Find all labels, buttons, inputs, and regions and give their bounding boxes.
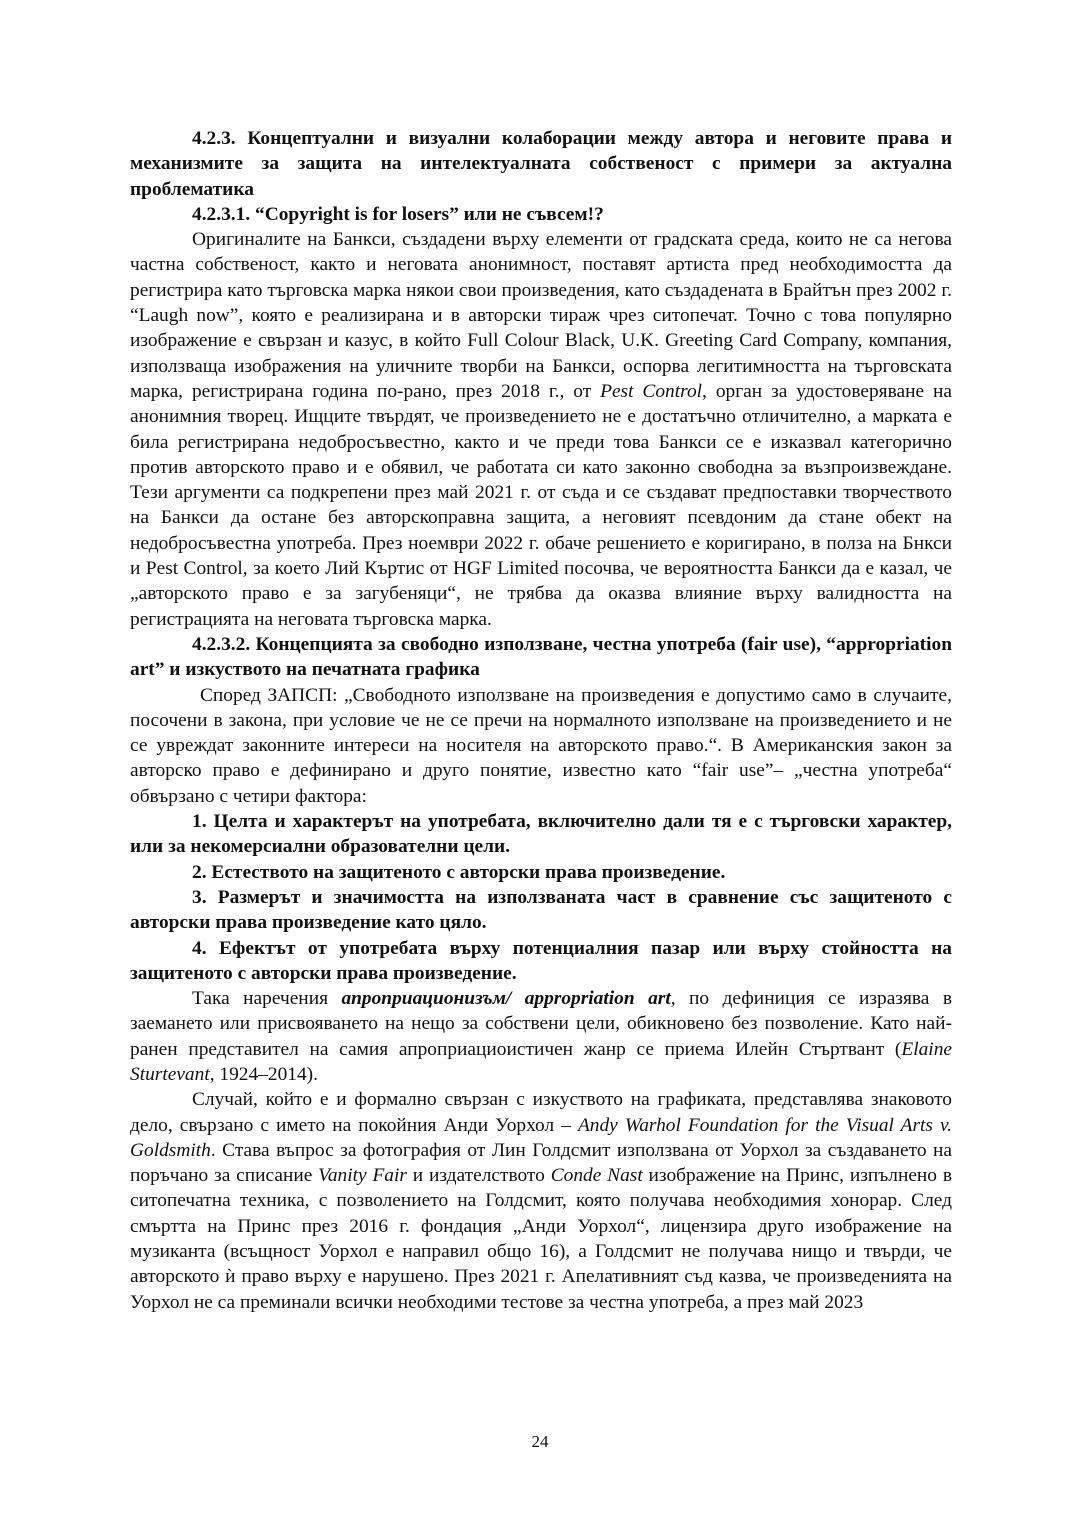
italic-run: Vanity Fair: [318, 1165, 407, 1187]
text-run: , 1924–2014).: [209, 1063, 318, 1085]
italic-run: Pest Control: [600, 380, 703, 402]
paragraph-fair-use: Според ЗАПСП: „Свободното използване на произведения е допустимо само в случаите, посочени в закона, при условие че не се пречи на нормалното използване на произведението и не се увреждат законните интереси на носителя на авторското право.“. В Американския закон за авторско право е дефинирано и друго понятие, известно като “fair use”– „честна употреба“ обвързано с четири фактора:: [130, 684, 952, 807]
page-number: 24: [531, 1432, 549, 1451]
fair-use-factor-2: 2. Естеството на защитеното с авторски права произведение.: [192, 861, 726, 883]
subsection-heading-4-2-3-2: 4.2.3.2. Концепцията за свободно използване, честна употреба (fair use), “appropriation art” и изкуството на печатната графика: [130, 633, 952, 681]
text-run: Така наречения: [192, 988, 342, 1010]
text-run: , орган за удостоверяване на анонимния творец. Ищците твърдят, че произведението не е достатъчно отличително, а марката е била регистрирана недобросъвестно, както и че преди това Банкси се е изказвал категорично против авторското право и е обявил, че работата си като законно свободна за възпроизвеждане. Тези аргументи са подкрепени през май 2021 г. от съда и се създават предпоставки творчеството на Банкси да остане без авторскоправна защита, а неговият псевдоним да стане обект на недобросъвестна употреба. През ноември 2022 г. обаче решението е коригирано, в полза на Бнкси и Pest Control, за което Лий Къртис от HGF Limited посочва, че вероятността Банкси да е казал, че „авторското право е за загубеняци“, не трябва да оказва влияние върху валидността на регистрацията на неговата търговска марка.: [130, 380, 952, 630]
paragraph-banksy: [130, 227, 952, 632]
document-page: [130, 126, 952, 1315]
fair-use-factor-1: 1. Целта и характерът на употребата, включително дали тя е с търговски характер, или за некомерсиални образователни цели.: [130, 811, 952, 858]
bold-italic-run: апроприационизъм/ appropriation art: [341, 988, 671, 1010]
text-run: изображение на Принс, изпълнено в ситопечатна техника, с позволението на Голдсмит, която получава необходимия хонорар. След смъртта на Принс през 2016 г. фондация „Анди Уорхол“, лицензира друго изображение на музиканта (всъщност Уорхол е направил общо 16), а Голдсмит не получава нищо и твърди, че авторското ѝ право върху е нарушено. През 2021 г. Апелативният съд казва, че произведенията на Уорхол не са преминали всички необходими тестове за честна употреба, а през май 2023: [130, 1165, 952, 1313]
text-run: и издателството: [406, 1165, 551, 1187]
subsection-heading-4-2-3-1: 4.2.3.1. “Copyright is for losers” или не съвсем!?: [192, 203, 604, 225]
italic-run: Elaine Sturtevant: [130, 1038, 952, 1085]
text-run: Случай, който е и формално свързан с изкуството на графиката, представлява знаковото дело, свързано с името на покойния Анди Уорхол –: [130, 1089, 952, 1136]
italic-run: Andy Warhol Foundation for the Visual Arts v. Goldsmith: [130, 1114, 952, 1161]
text-run: Оригиналите на Банкси, създадени върху елементи от градската среда, които не са негова частна собственост, както и неговата анонимност, поставят артиста пред необходимостта да регистрира като търговска марка някои свои произведения, като създадената в Брайтън през 2002 г. “Laugh now”, която е реализирана и в авторски тираж чрез ситопечат. Точно с това популярно изображение е свързан и казус, в който Full Colour Black, U.K. Greeting Card Company, компания, използваща изображения на уличните творби на Банкси, оспорва легитимността на търговската марка, регистрирана година по-рано, през 2018 г., от: [130, 229, 952, 402]
paragraph-warhol-case: [130, 1087, 952, 1315]
fair-use-factor-4: 4. Ефектът от употребата върху потенциалния пазар или върху стойността на защитеното с авторски права произведение.: [130, 937, 952, 984]
text-run: , по дефиниция се изразява в заемането или присвояването на нещо за собствени цели, обикновено без позволение. Като най-ранен представител на самия апроприациоистичен жанр се приема Илейн Стъртвант (: [130, 988, 952, 1060]
text-run: . Става въпрос за фотография от Лин Голдсмит използвана от Уорхол за създаването на поръчано за списание: [130, 1139, 952, 1187]
italic-run: Conde Nast: [550, 1165, 643, 1187]
paragraph-appropriation-art: [130, 986, 952, 1087]
fair-use-factor-3: 3. Размерът и значимостта на използваната част в сравнение със защитеното с авторски права произведение като цяло.: [130, 886, 952, 934]
section-heading-4-2-3: 4.2.3. Концептуални и визуални колаборации между автора и неговите права и механизмите за защита на интелектуалната собственост с примери за актуална проблематика: [130, 128, 952, 200]
